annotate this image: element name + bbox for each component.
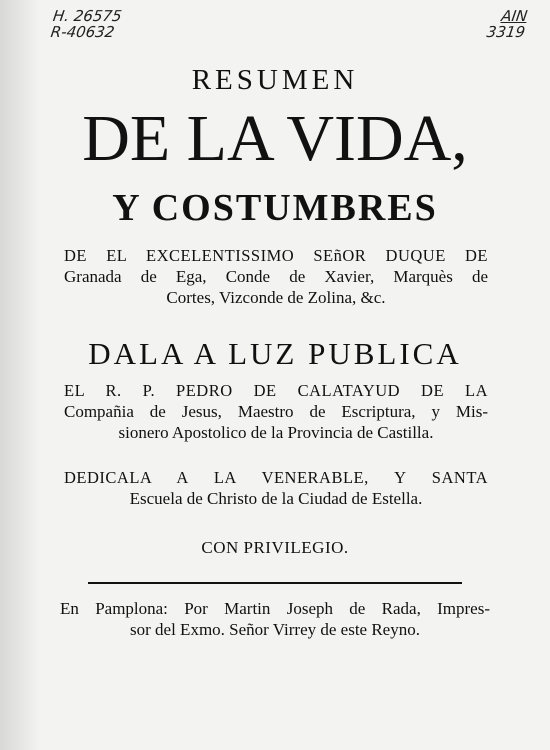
imprint-paragraph [60, 598, 490, 640]
author-paragraph [64, 380, 488, 443]
horizontal-rule [88, 582, 462, 584]
privilege-line: CON PRIVILEGIO. [201, 538, 349, 557]
publisher-heading: DALA A LUZ PUBLICA [88, 336, 462, 371]
annotation-line: R-40632 [49, 23, 116, 41]
annotation-line: AIN [499, 7, 529, 25]
subject-paragraph [64, 245, 488, 308]
paragraph-line: DE EL EXCELENTISSIMO SEñOR DUQUE DE [64, 246, 488, 265]
paragraph-line: Granada de Ega, Conde de Xavier, Marquès de [64, 267, 488, 286]
paragraph-line: En Pamplona: Por Martin Joseph de Rada, Impres- [60, 599, 490, 618]
paragraph-line: Compañia de Jesus, Maestro de Escriptura, y Mis- [64, 402, 488, 421]
paragraph-line: DEDICALA A LA VENERABLE, Y SANTA [64, 468, 488, 487]
paragraph-line: Cortes, Vizconde de Zolina, &c. [166, 288, 386, 307]
paragraph-line: sionero Apostolico de la Provincia de Castilla. [118, 423, 434, 442]
paragraph-line: sor del Exmo. Señor Virrey de este Reyno. [130, 620, 420, 639]
annotation-line: H. 26575 [51, 7, 123, 25]
paragraph-line: Escuela de Christo de la Ciudad de Estella. [129, 489, 423, 508]
annotation-line: 3319 [485, 23, 527, 41]
dedication-paragraph [64, 467, 488, 509]
paragraph-line: EL R. P. PEDRO DE CALATAYUD DE LA [64, 381, 488, 400]
catalog-annotation-left [50, 8, 123, 40]
catalog-annotation-right [486, 8, 529, 40]
title-line-1: RESUMEN [191, 64, 359, 96]
title-line-2: DE LA VIDA, [82, 102, 468, 175]
title-line-3: Y COSTUMBRES [112, 187, 438, 229]
